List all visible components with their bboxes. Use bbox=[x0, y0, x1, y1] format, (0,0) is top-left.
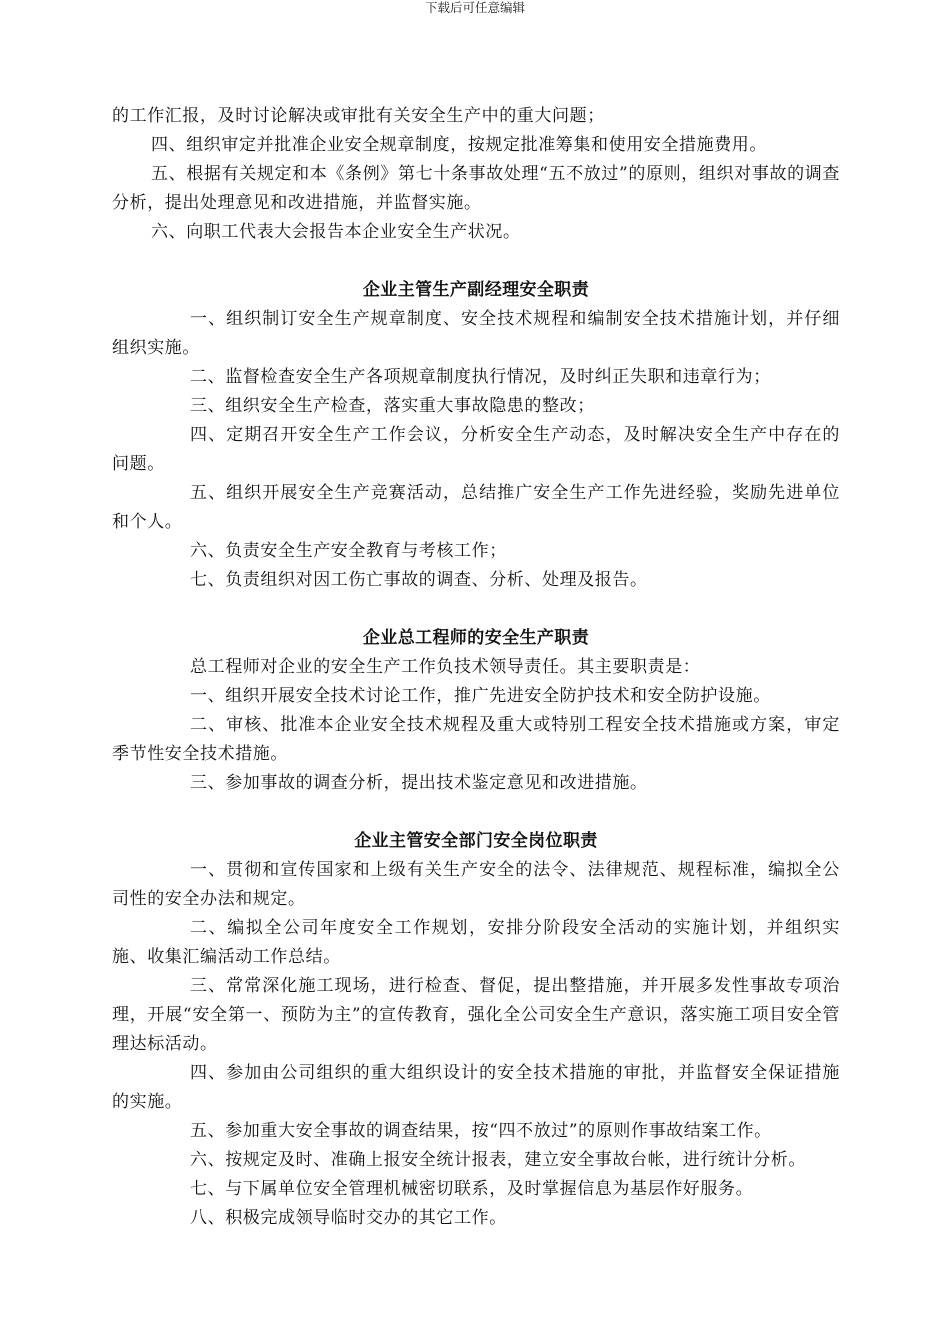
section-title-vice-manager: 企业主管生产副经理安全职责 bbox=[362, 280, 590, 300]
section-title-safety-department: 企业主管安全部门安全岗位职责 bbox=[354, 831, 598, 851]
document-body bbox=[112, 102, 840, 1233]
paragraph-item: 一、组织开展安全技术讨论工作，推广先进安全防护技术和安全防护设施。 bbox=[190, 686, 771, 706]
paragraph-item: 七、与下属单位安全管理机械密切联系，及时掌握信息为基层作好服务。 bbox=[190, 1179, 754, 1199]
section-spacer bbox=[112, 247, 840, 276]
paragraph-item: 八、积极完成领导临时交办的其它工作。 bbox=[190, 1208, 507, 1228]
paragraph-item: 六、向职工代表大会报告本企业安全生产状况。 bbox=[151, 222, 521, 242]
section-title-chief-engineer: 企业总工程师的安全生产职责 bbox=[362, 628, 590, 648]
paragraph-item: 四、组织审定并批准企业安全规章制度，按规定批准筹集和使用安全措施费用。 bbox=[151, 135, 767, 155]
section-spacer bbox=[112, 595, 840, 624]
paragraph-item: 六、按规定及时、准确上报安全统计报表，建立安全事故台帐，进行统计分析。 bbox=[190, 1150, 806, 1170]
paragraph-item: 五、根据有关规定和本《条例》第七十条事故处理“五不放过”的原则，组织对事故的调查分析，提出处理意见和改进措施，并监督实施。 bbox=[112, 164, 840, 213]
paragraph-item: 三、常常深化施工现场，进行检查、督促，提出整措施，并开展多发性事故专项治理，开展“安全第一、预防为主”的宣传教育，强化全公司安全生产意识，落实施工项目安全管理达标活动。 bbox=[112, 976, 840, 1054]
paragraph-item: 三、组织安全生产检查，落实重大事故隐患的整改； bbox=[190, 396, 595, 416]
paragraph-item: 七、负责组织对因工伤亡事故的调查、分析、处理及报告。 bbox=[190, 570, 648, 590]
section-spacer bbox=[112, 798, 840, 827]
page-header: 下载后可任意编辑 bbox=[424, 0, 525, 15]
paragraph-item: 二、编拟全公司年度安全工作规划，安排分阶段安全活动的实施计划，并组织实施、收集汇编活动工作总结。 bbox=[112, 918, 840, 967]
paragraph-item: 总工程师对企业的安全生产工作负技术领导责任。其主要职责是： bbox=[190, 657, 701, 677]
paragraph-item: 五、组织开展安全生产竞赛活动，总结推广安全生产工作先进经验，奖励先进单位和个人。 bbox=[112, 483, 840, 532]
paragraph-item: 二、审核、批准本企业安全技术规程及重大或特别工程安全技术措施或方案，审定季节性安全技术措施。 bbox=[112, 715, 840, 764]
paragraph-item: 一、组织制订安全生产规章制度、安全技术规程和编制安全技术措施计划，并仔细组织实施。 bbox=[112, 309, 840, 358]
paragraph-continuation: 的工作汇报，及时讨论解决或审批有关安全生产中的重大问题； bbox=[112, 106, 605, 126]
paragraph-item: 五、参加重大安全事故的调查结果，按“四不放过”的原则作事故结案工作。 bbox=[190, 1121, 772, 1141]
paragraph-item: 二、监督检查安全生产各项规章制度执行情况，及时纠正失职和违章行为； bbox=[190, 367, 771, 387]
paragraph-item: 六、负责安全生产安全教育与考核工作； bbox=[190, 541, 507, 561]
paragraph-item: 四、定期召开安全生产工作会议，分析安全生产动态，及时解决安全生产中存在的问题。 bbox=[112, 425, 840, 474]
paragraph-item: 四、参加由公司组织的重大组织设计的安全技术措施的审批，并监督安全保证措施的实施。 bbox=[112, 1063, 840, 1112]
paragraph-item: 一、贯彻和宣传国家和上级有关生产安全的法令、法律规范、规程标准，编拟全公司性的安全办法和规定。 bbox=[112, 860, 840, 909]
paragraph-item: 三、参加事故的调查分析，提出技术鉴定意见和改进措施。 bbox=[190, 773, 648, 793]
